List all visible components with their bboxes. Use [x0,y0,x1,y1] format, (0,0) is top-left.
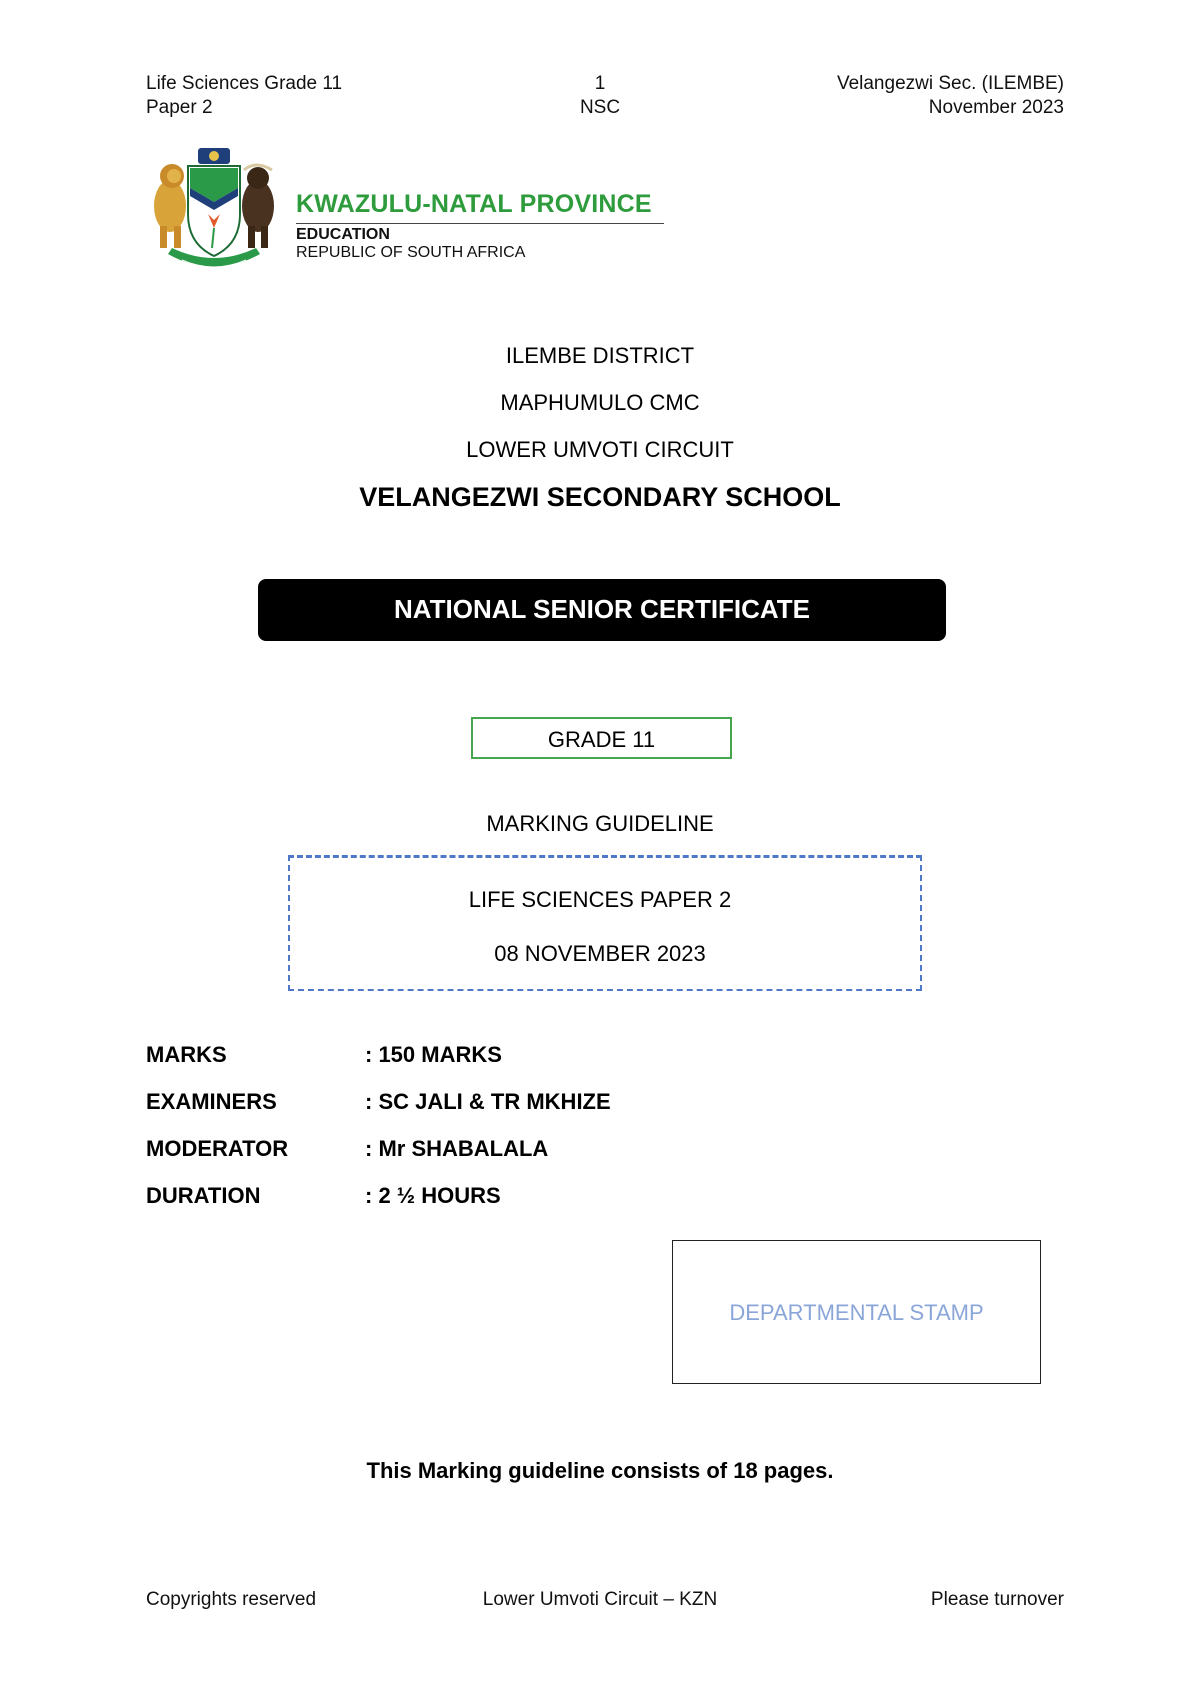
district-title: ILEMBE DISTRICT [505,343,695,368]
paper-subject: LIFE SCIENCES PAPER 2 [468,887,732,912]
page-number: 1 [594,73,606,94]
certificate-banner-text: NATIONAL SENIOR CERTIFICATE [394,594,810,624]
school-name: VELANGEZWI SECONDARY SCHOOL [359,482,841,512]
detail-value: : 150 MARKS [365,1042,502,1067]
detail-value: : 2 ½ HOURS [365,1183,501,1208]
logo-divider [296,223,664,224]
department-name: EDUCATION [296,226,390,243]
grade-label: GRADE 11 [547,727,656,752]
coat-of-arms-logo [148,144,280,276]
header-paper: Paper 2 [146,97,213,118]
paper-info-box [288,855,922,991]
stamp-label: DEPARTMENTAL STAMP [729,1300,984,1325]
country-name: REPUBLIC OF SOUTH AFRICA [296,244,526,261]
page-count-note: This Marking guideline consists of 18 pages. [366,1458,834,1483]
province-name: KWAZULU-NATAL PROVINCE [296,190,652,218]
detail-label: DURATION [146,1183,261,1208]
header-cert-code: NSC [579,97,621,118]
detail-label: EXAMINERS [146,1089,277,1114]
detail-value: : Mr SHABALALA [365,1136,549,1161]
cmc-title: MAPHUMULO CMC [500,390,700,415]
detail-label: MODERATOR [146,1136,289,1161]
detail-value: : SC JALI & TR MKHIZE [365,1089,611,1114]
header-subject: Life Sciences Grade 11 [146,73,343,94]
header-date: November 2023 [928,97,1064,118]
exam-date: 08 NOVEMBER 2023 [494,941,706,966]
footer-copyright: Copyrights reserved [146,1589,317,1610]
document-type: MARKING GUIDELINE [486,811,714,836]
circuit-title: LOWER UMVOTI CIRCUIT [466,437,734,462]
footer-turnover: Please turnover [930,1589,1064,1610]
detail-label: MARKS [146,1042,227,1067]
footer-circuit: Lower Umvoti Circuit – KZN [482,1589,718,1610]
header-school-region: Velangezwi Sec. (ILEMBE) [836,73,1064,94]
